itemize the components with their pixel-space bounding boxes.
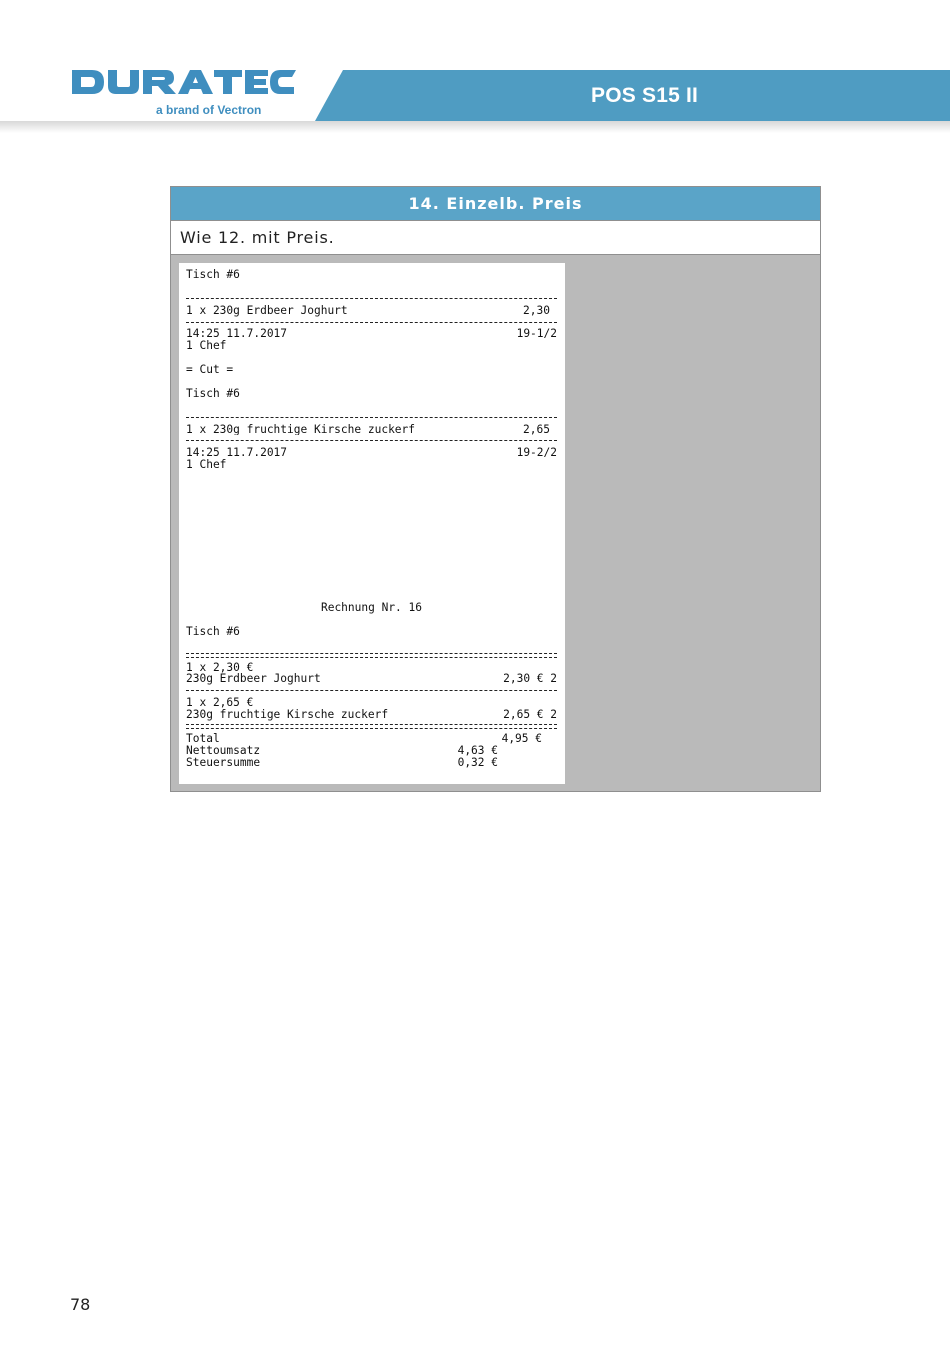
receipt-line: [186, 626, 557, 638]
separator: [186, 685, 557, 697]
tax-label: Steuersumme: [186, 756, 261, 769]
item-line: 1 x 230g fruchtige Kirsche zuckerf: [186, 423, 416, 436]
datetime: 14:25 11.7.2017: [186, 447, 288, 460]
separator: [186, 293, 557, 305]
net-label: Nettoumsatz: [186, 744, 261, 757]
receipt-line: [186, 697, 557, 709]
separator: [186, 412, 557, 424]
item-price: 2,30: [523, 304, 550, 317]
duratec-logo-icon: [70, 66, 300, 100]
table-label: Tisch #6: [186, 387, 240, 400]
header-shadow: [0, 121, 950, 133]
total-label: Total: [186, 732, 220, 745]
receipt-line: [186, 388, 557, 400]
double-separator: [186, 650, 557, 662]
receipt-line: [186, 745, 557, 757]
total-value: 4,95 €: [501, 732, 542, 745]
receipt-line: [186, 709, 557, 721]
duratec-logo: [70, 66, 300, 118]
receipt-line: [186, 269, 557, 281]
double-separator: [186, 721, 557, 733]
separator: [186, 435, 557, 447]
invoice-title: Rechnung Nr. 16: [320, 602, 423, 615]
figure-box: [170, 186, 821, 792]
ticket-ref: 19-2/2: [516, 447, 557, 460]
receipt-line: [186, 328, 557, 340]
page-number: 78: [70, 1295, 91, 1314]
logo-tagline: a brand of Vectron: [156, 103, 262, 117]
table-label: Tisch #6: [186, 625, 240, 638]
receipt-line: [186, 459, 557, 471]
receipt-line: [186, 673, 557, 685]
ticket-ref: 19-1/2: [516, 328, 557, 341]
receipt-line: [186, 447, 557, 459]
operator: 1 Chef: [186, 459, 227, 472]
item-amount: 2,30 € 2: [503, 673, 557, 686]
separator: [186, 317, 557, 329]
receipt-line: [186, 757, 557, 769]
operator: 1 Chef: [186, 340, 227, 353]
receipt-line: [186, 340, 557, 352]
item-price: 2,65: [523, 423, 550, 436]
receipt-line: [186, 305, 557, 317]
product-title: POS S15 II: [591, 84, 699, 107]
item-name: 230g Erdbeer Joghurt: [186, 673, 321, 686]
receipt-line: [186, 602, 557, 614]
item-line: 1 x 230g Erdbeer Joghurt: [186, 304, 348, 317]
receipt-line: [186, 662, 557, 674]
receipt-line: [186, 733, 557, 745]
table-label: Tisch #6: [186, 269, 240, 281]
qty-line: 1 x 2,65 €: [186, 697, 254, 710]
figure-description: Wie 12. mit Preis.: [171, 221, 820, 255]
figure-title: 14. Einzelb. Preis: [171, 187, 820, 221]
item-name: 230g fruchtige Kirsche zuckerf: [186, 709, 389, 722]
receipt-line: [186, 364, 557, 376]
page-header: [0, 0, 950, 135]
tax-value: 0,32 €: [457, 756, 498, 769]
datetime: 14:25 11.7.2017: [186, 328, 288, 341]
receipt-line: [186, 424, 557, 436]
cut-marker: = Cut =: [186, 364, 234, 377]
item-amount: 2,65 € 2: [503, 709, 557, 722]
net-value: 4,63 €: [457, 744, 498, 757]
receipt-printout: [179, 263, 565, 784]
qty-line: 1 x 2,30 €: [186, 661, 254, 674]
